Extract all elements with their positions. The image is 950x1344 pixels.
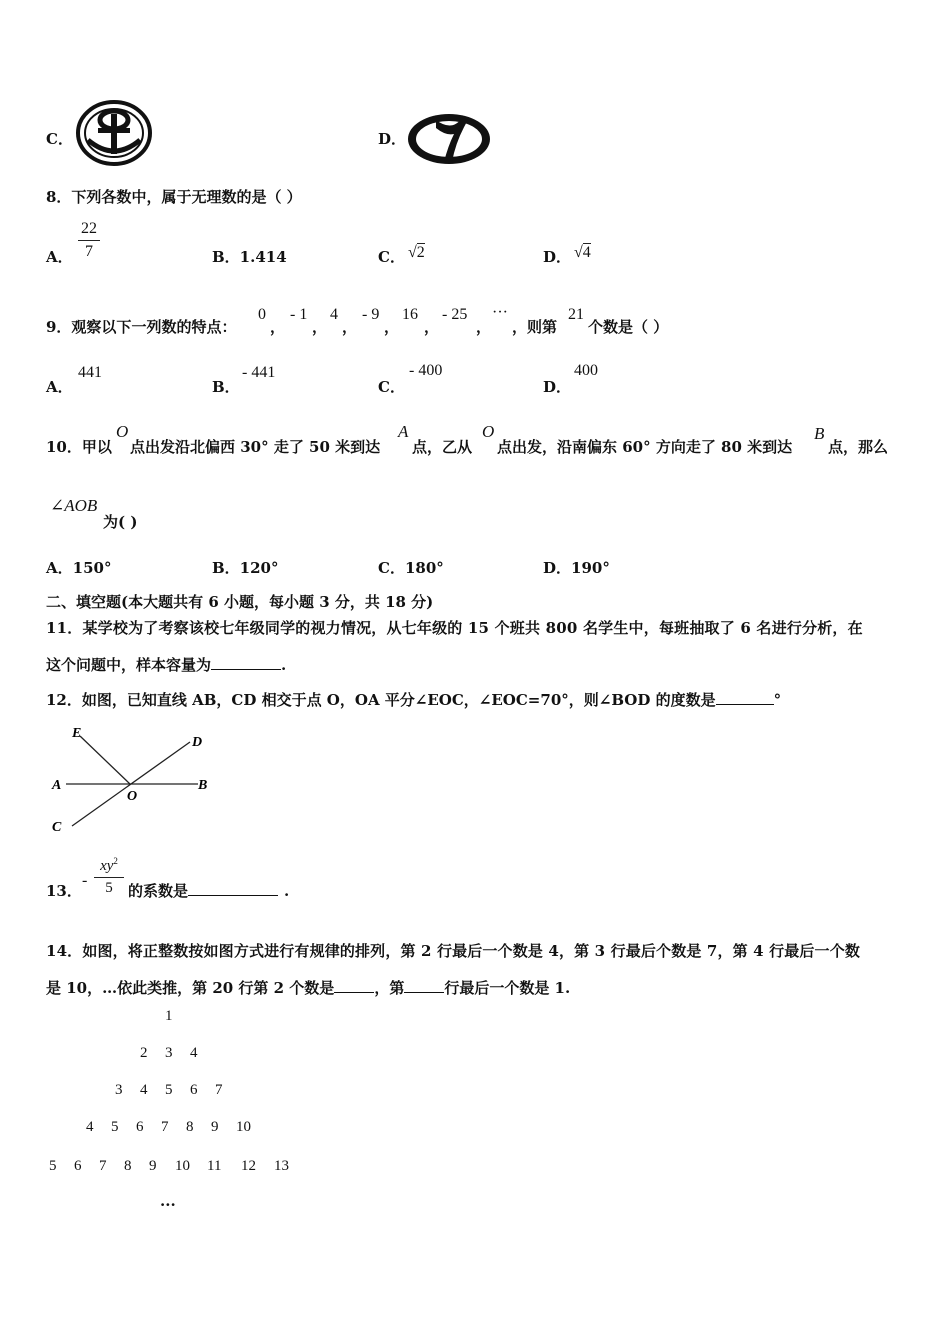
q8-option-a-label: A．	[46, 248, 73, 266]
q9-option-c-value: - 400	[409, 362, 443, 379]
q10-text-part5: 点，那么	[828, 438, 889, 456]
q11-line2	[46, 654, 286, 675]
q9-seq-5: - 25	[442, 306, 468, 323]
q10-point-a: A	[398, 422, 409, 441]
q10-option-a: A．150°	[46, 559, 112, 577]
q9-seq-2: 4	[330, 306, 338, 323]
triangle-row5-number: 6	[74, 1158, 82, 1174]
q10-option-d: D．190°	[543, 559, 610, 577]
triangle-row4-number: 4	[86, 1119, 94, 1135]
q10-option-b: B．120°	[212, 559, 279, 577]
q11-line1: 11．某学校为了考察该校七年级同学的视力情况，从七年级的 15 个班共 800 名学生中，每班抽取了 6 名进行分析，在	[46, 619, 863, 637]
q9-option-d-label: D．	[543, 378, 572, 396]
q12-end: °	[773, 691, 782, 709]
q13-number: 13．	[46, 882, 82, 900]
q9-seq-4: 16	[402, 306, 418, 323]
q12-text	[46, 689, 781, 710]
q7-option-c-label: C．	[46, 130, 73, 148]
q13-fraction-denominator: 5	[105, 880, 113, 896]
triangle-row5-number: 9	[149, 1158, 157, 1174]
q8-d-radicand: 4	[582, 244, 591, 261]
q8-c-radicand: 2	[416, 244, 425, 261]
triangle-row2-number: 2	[140, 1045, 148, 1061]
triangle-row5-number: 5	[49, 1158, 57, 1174]
q8-stem: 8．下列各数中，属于无理数的是（ ）	[46, 188, 302, 206]
triangle-row3-number: 5	[165, 1082, 173, 1098]
q8-option-a-fraction	[78, 220, 100, 261]
triangle-ellipsis: ...	[160, 1192, 176, 1210]
q9-sep: ，	[384, 318, 400, 336]
q8-option-b: B．1.414	[212, 248, 287, 266]
q9-stem-start: 9．观察以下一列数的特点：	[46, 318, 237, 336]
q10-option-c: C．180°	[378, 559, 444, 577]
q10-point-o1: O	[116, 422, 129, 441]
q7-option-d-label: D．	[378, 130, 407, 148]
q10-point-o2: O	[482, 422, 495, 441]
q9-n: 21	[568, 306, 584, 323]
triangle-row5-number: 11	[207, 1158, 222, 1174]
q8-option-c-label: C．	[378, 248, 405, 266]
triangle-row2-number: 3	[165, 1045, 173, 1061]
q10-text-part2: 点出发沿北偏西 30° 走了 50 米到达	[130, 438, 381, 456]
triangle-row5-number: 7	[99, 1158, 107, 1174]
triangle-row3-number: 6	[190, 1082, 198, 1098]
q9-seq-3: - 9	[362, 306, 380, 323]
q8-option-c-sqrt: √2	[408, 244, 425, 261]
q9-option-b-label: B．	[212, 378, 240, 396]
triangle-row1-number: 1	[165, 1008, 173, 1024]
label-d: D	[192, 735, 203, 750]
q10-angle: ∠AOB	[50, 496, 98, 515]
emblem-logo-d-icon	[406, 112, 492, 166]
q11-line2-text: 这个问题中，样本容量为	[46, 656, 212, 674]
triangle-row5-number: 12	[241, 1158, 256, 1174]
triangle-row4-number: 10	[236, 1119, 251, 1135]
label-o: O	[127, 789, 138, 804]
q12-answer-blank[interactable]	[716, 690, 774, 705]
q14-answer-blank-2[interactable]	[404, 978, 444, 993]
q9-seq-6: ···	[492, 304, 508, 321]
q9-option-b-value: - 441	[242, 364, 276, 381]
emblem-logo-c-icon	[76, 100, 152, 166]
q9-sep: ，	[476, 318, 492, 336]
q10-text-part6: 为( )	[103, 513, 138, 531]
triangle-row4-number: 7	[161, 1119, 169, 1135]
q10-point-b: B	[814, 424, 825, 443]
q12-stem: 12．如图，已知直线 AB，CD 相交于点 O，OA 平分∠EOC，∠EOC=70°，则∠BOD 的度数是	[46, 691, 716, 709]
q8-option-d-label: D．	[543, 248, 572, 266]
q9-option-d-value: 400	[574, 362, 598, 379]
q9-stem-end: 个数是（ ）	[588, 318, 669, 336]
label-b: B	[198, 778, 208, 793]
q11-end: .	[281, 656, 287, 674]
triangle-row5-number: 8	[124, 1158, 132, 1174]
triangle-row3-number: 3	[115, 1082, 123, 1098]
q8-fraction-numerator: 22	[81, 220, 97, 237]
q9-sep: ，	[342, 318, 358, 336]
q14-line2	[46, 977, 570, 998]
label-a: A	[52, 778, 62, 793]
q8-fraction-denominator: 7	[85, 243, 93, 260]
q9-sep: ，	[312, 318, 328, 336]
q12-intersecting-lines-diagram	[46, 722, 216, 838]
q9-seq-1: - 1	[290, 306, 308, 323]
q9-sep: ，	[270, 318, 286, 336]
triangle-row4-number: 8	[186, 1119, 194, 1135]
q10-text-part1: 10．甲以	[46, 438, 112, 456]
q13-fraction-numerator: xy	[100, 858, 114, 874]
q14-line1: 14．如图，将正整数按如图方式进行有规律的排列，第 2 行最后一个数是 4，第 3 行最后个数是 7，第 4 行最后一个数	[46, 942, 860, 960]
label-e: E	[72, 726, 82, 741]
q10-text-part4: 点出发，沿南偏东 60° 方向走了 80 米到达	[497, 438, 793, 456]
triangle-row5-number: 10	[175, 1158, 190, 1174]
q9-sep: ，	[424, 318, 440, 336]
q9-stem-mid: ，则第	[512, 318, 558, 336]
q14-line2-part1: 是 10，…依此类推，第 20 行第 2 个数是	[46, 979, 335, 997]
triangle-row4-number: 5	[111, 1119, 119, 1135]
q14-line2-part2: ，第	[374, 979, 405, 997]
triangle-row4-number: 9	[211, 1119, 219, 1135]
q13-minus: -	[82, 872, 88, 889]
ray-oe	[80, 736, 130, 784]
q13-fraction	[94, 856, 124, 897]
q8-option-d-sqrt: √4	[574, 244, 591, 261]
triangle-row3-number: 4	[140, 1082, 148, 1098]
q13-answer-blank[interactable]	[188, 881, 278, 896]
q10-text-part3: 点，乙从	[412, 438, 473, 456]
q14-line2-part3: 行最后一个数是 1.	[444, 979, 571, 997]
triangle-row2-number: 4	[190, 1045, 198, 1061]
q13-text	[128, 880, 289, 901]
section-2-heading: 二、填空题(本大题共有 6 小题，每小题 3 分，共 18 分)	[46, 593, 434, 611]
q14-answer-blank-1[interactable]	[334, 978, 374, 993]
q13-stem: 的系数是	[128, 882, 189, 900]
triangle-row3-number: 7	[215, 1082, 223, 1098]
triangle-row5-number: 13	[274, 1158, 289, 1174]
q9-option-a-label: A．	[46, 378, 73, 396]
triangle-row4-number: 6	[136, 1119, 144, 1135]
q9-option-c-label: C．	[378, 378, 405, 396]
q13-end: .	[284, 882, 290, 900]
q11-answer-blank[interactable]	[211, 655, 281, 670]
q9-option-a-value: 441	[78, 364, 102, 381]
label-c: C	[52, 820, 62, 835]
q9-seq-0: 0	[258, 306, 266, 323]
q13-exponent: 2	[113, 856, 118, 866]
